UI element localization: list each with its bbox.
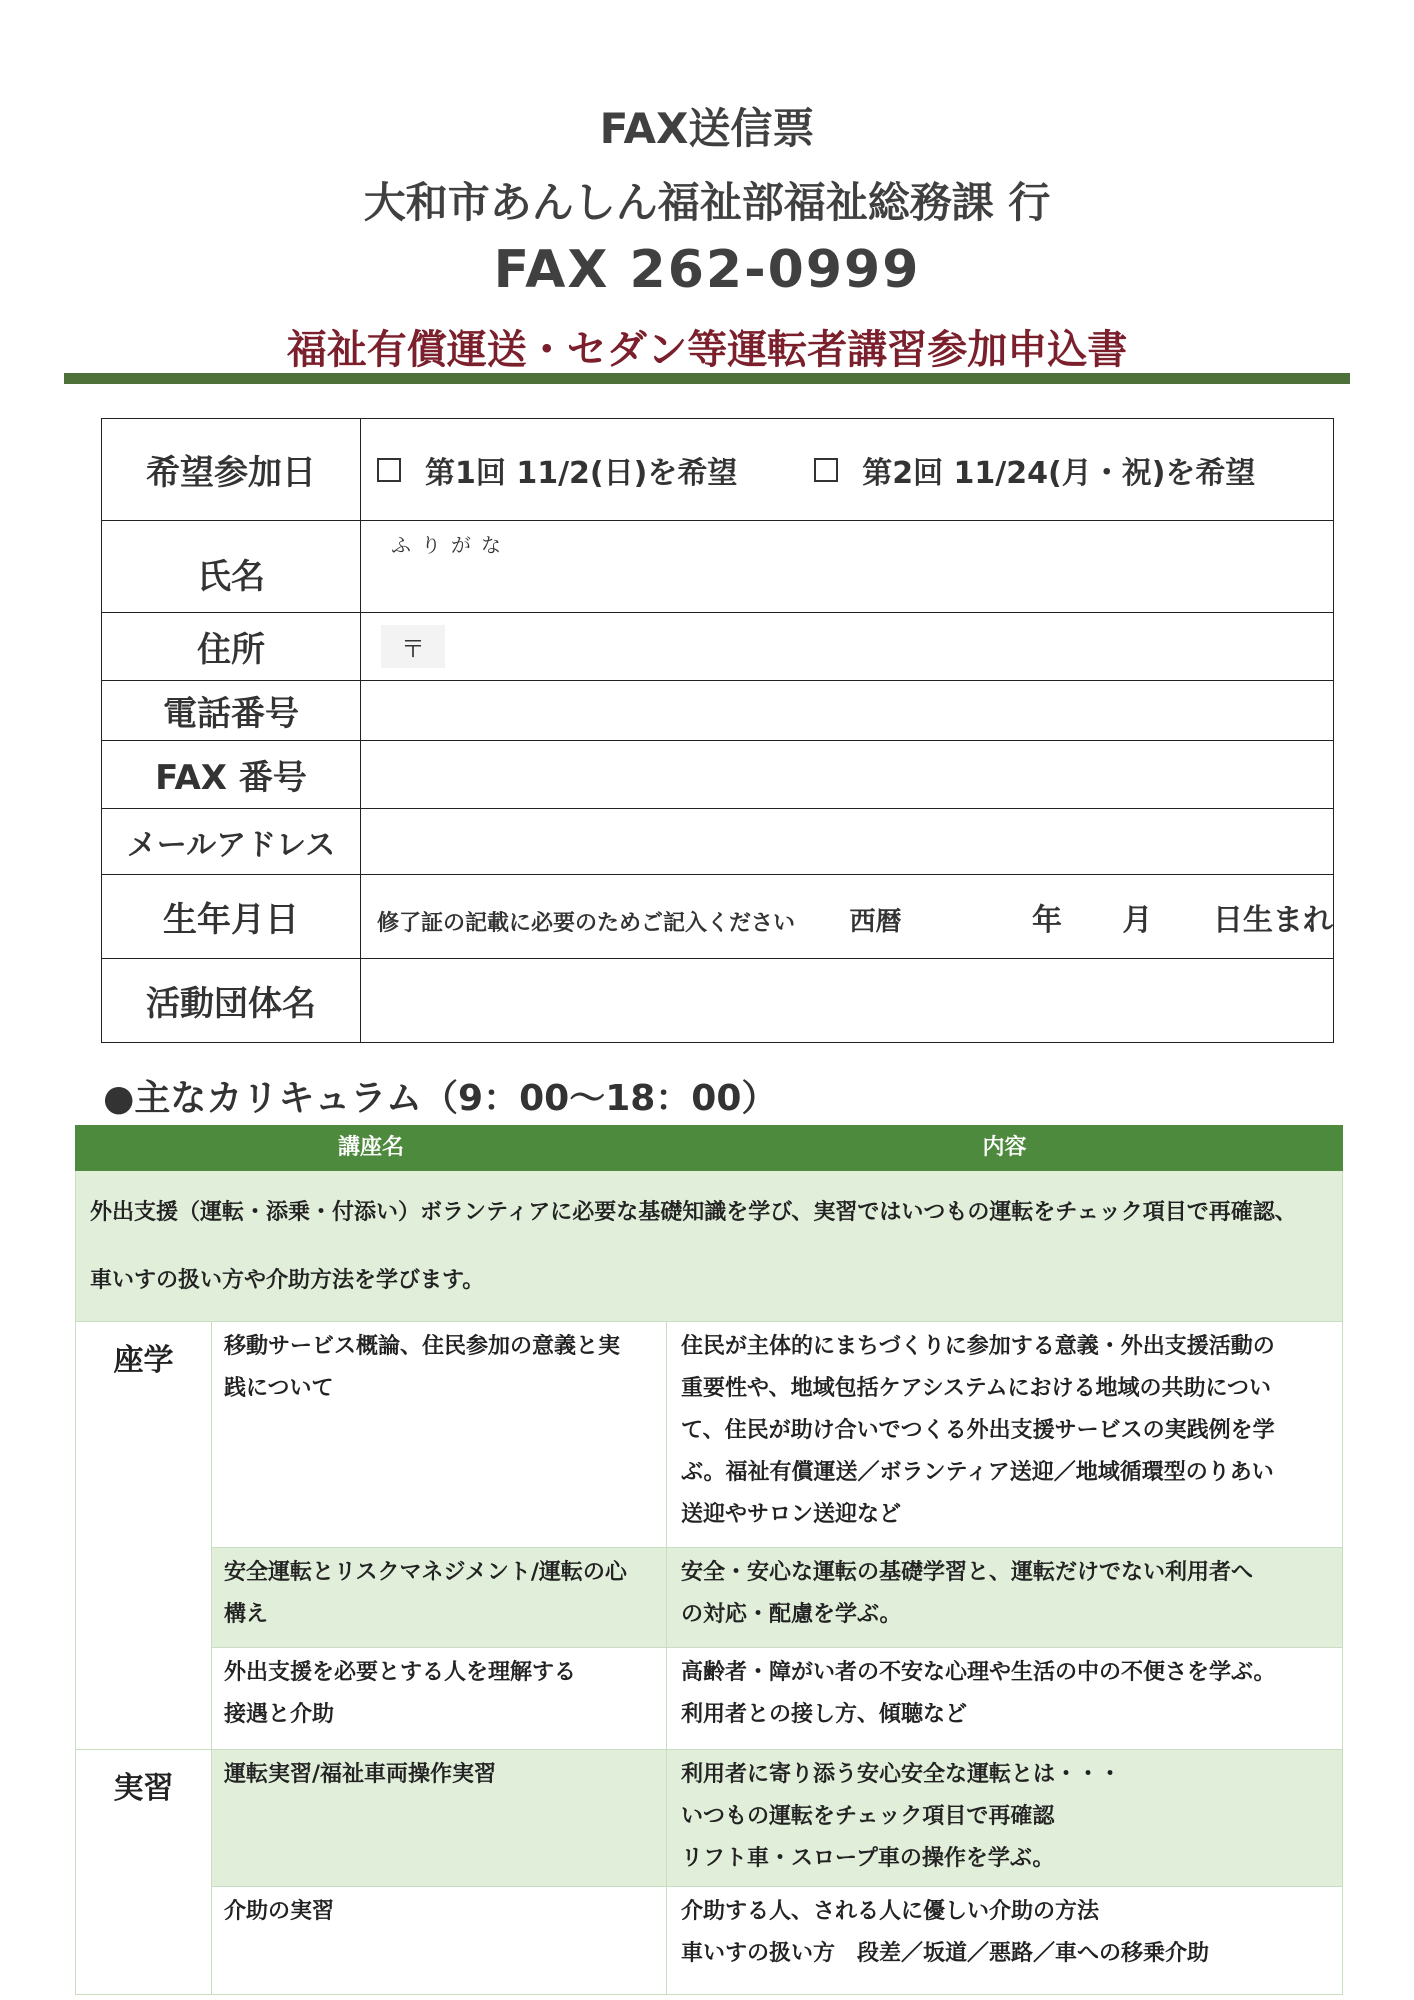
postal-mark: 〒 <box>381 625 445 668</box>
content-cell: 住民が主体的にまちづくりに参加する意義・外出支援活動の 重要性や、地域包括ケアシステムにおける地域の共助につい て、住民が助け合いでつくる外出支援サービスの実践例を学 ぶ。福祉有償運送／ボランティア送迎／地域循環型のりあい 送迎やサロン送迎など <box>667 1322 1343 1548</box>
option2-checkbox[interactable] <box>814 458 838 482</box>
application-title: 福祉有償運送・セダン等運転者講習参加申込書 <box>286 327 1128 373</box>
birth-field[interactable] <box>361 875 1334 959</box>
course-cell: 運転実習/福祉車両操作実習 <box>212 1750 667 1887</box>
name-label: 氏名 <box>102 521 361 613</box>
furigana-label: ふりがな <box>391 533 511 557</box>
year-label: 年 <box>1031 902 1062 938</box>
email-field[interactable] <box>361 809 1334 875</box>
month-label: 月 <box>1122 902 1153 938</box>
phone-field[interactable] <box>361 681 1334 741</box>
fax-label: FAX 番号 <box>102 741 361 809</box>
phone-label: 電話番号 <box>102 681 361 741</box>
course-cell: 介助の実習 <box>212 1887 667 1995</box>
option2-label: 第2回 11/24(月・祝)を希望 <box>862 455 1256 491</box>
category-lecture: 座学 <box>76 1322 212 1750</box>
address-field[interactable] <box>361 613 1334 681</box>
curriculum-table <box>75 1125 1343 1995</box>
intro-line: 外出支援（運転・添乗・付添い）ボランティアに必要な基礎知識を学び、実習ではいつもの運転をチェック項目で再確認、 <box>90 1200 1297 1225</box>
group-field[interactable] <box>361 959 1334 1043</box>
application-form <box>101 418 1334 1043</box>
curriculum-intro <box>76 1171 1343 1322</box>
fax-field[interactable] <box>361 741 1334 809</box>
title-divider <box>64 373 1350 384</box>
date-options <box>361 419 1334 521</box>
recipient-department: 大和市あんしん福祉部福祉総務課 行 <box>363 178 1051 227</box>
date-label: 希望参加日 <box>102 419 361 521</box>
content-column-header: 内容 <box>667 1126 1343 1171</box>
content-cell: 安全・安心な運転の基礎学習と、運転だけでない利用者へ の対応・配慮を学ぶ。 <box>667 1548 1343 1648</box>
content-cell: 高齢者・障がい者の不安な心理や生活の中の不便さを学ぶ。 利用者との接し方、傾聴など <box>667 1648 1343 1750</box>
course-column-header: 講座名 <box>76 1126 667 1171</box>
group-label: 活動団体名 <box>102 959 361 1043</box>
intro-line: 車いすの扱い方や介助方法を学びます。 <box>90 1268 485 1293</box>
era-label: 西暦 <box>849 906 902 937</box>
category-practice: 実習 <box>76 1750 212 1995</box>
option1-label: 第1回 11/2(日)を希望 <box>425 455 738 491</box>
day-label: 日生まれ <box>1212 902 1333 938</box>
curriculum-heading: ●主なカリキュラム（9：00〜18：00） <box>103 1078 778 1119</box>
name-field[interactable] <box>361 521 1334 613</box>
option1-checkbox[interactable] <box>377 458 401 482</box>
content-cell: 介助する人、される人に優しい介助の方法 車いすの扱い方 段差／坂道／悪路／車への移乗介助 <box>667 1887 1343 1995</box>
birth-note: 修了証の記載に必要のためご記入ください <box>377 910 796 936</box>
address-label: 住所 <box>102 613 361 681</box>
content-cell: 利用者に寄り添う安心安全な運転とは・・・ いつもの運転をチェック項目で再確認 リフト車・スロープ車の操作を学ぶ。 <box>667 1750 1343 1887</box>
email-label: メールアドレス <box>102 809 361 875</box>
course-cell: 安全運転とリスクマネジメント/運転の心 構え <box>212 1548 667 1648</box>
course-cell: 移動サービス概論、住民参加の意義と実 践について <box>212 1322 667 1548</box>
fax-number: FAX 262-0999 <box>493 240 921 300</box>
fax-cover-title: FAX送信票 <box>599 104 815 153</box>
birth-label: 生年月日 <box>102 875 361 959</box>
course-cell: 外出支援を必要とする人を理解する 接遇と介助 <box>212 1648 667 1750</box>
